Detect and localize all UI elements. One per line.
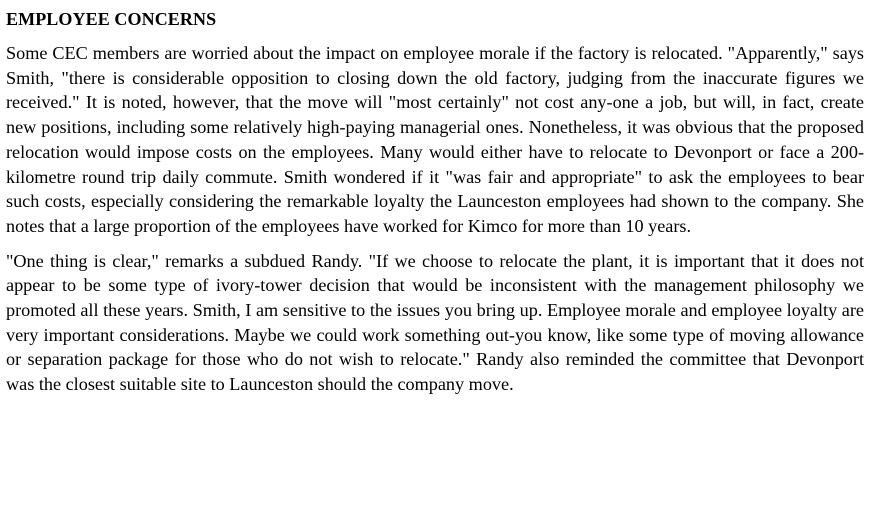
paragraph-employee-morale: Some CEC members are worried about the impact on employee morale if the factory is relocated. "Apparently," says Smith, "there is considerable opposition to closing down the old factory, judging from the inaccurate figures we received." It is noted, however, that the move will "most certainly" not cost any-one a job, but will, in fact, create new positions, including some relatively high-paying managerial ones. Nonetheless, it was obvious that the proposed relocation would impose costs on the employees. Many would either have to relocate to Devonport or face a 200-kilometre round trip daily commute. Smith wondered if it "was fair and appropriate" to ask the employees to bear such costs, especially considering the remarkable loyalty the Launceston employees had shown to the company. She notes that a large proportion of the employees have worked for Kimco for more than 10 years. (6, 43, 864, 236)
paragraph-randy-remarks: "One thing is clear," remarks a subdued Randy. "If we choose to relocate the plant, it is important that it does not appear to be some type of ivory-tower decision that would be inconsistent with the management philosophy we promoted all these years. Smith, I am sensitive to the issues you bring up. Employee morale and employee loyalty are very important considerations. Maybe we could work something out-you know, like some type of moving allowance or separation package for those who do not wish to relocate." Randy also reminded the committee that Devonport was the closest suitable site to Launceston should the company move. (6, 250, 864, 395)
section-heading: EMPLOYEE CONCERNS (6, 9, 217, 29)
document-body (6, 7, 864, 407)
